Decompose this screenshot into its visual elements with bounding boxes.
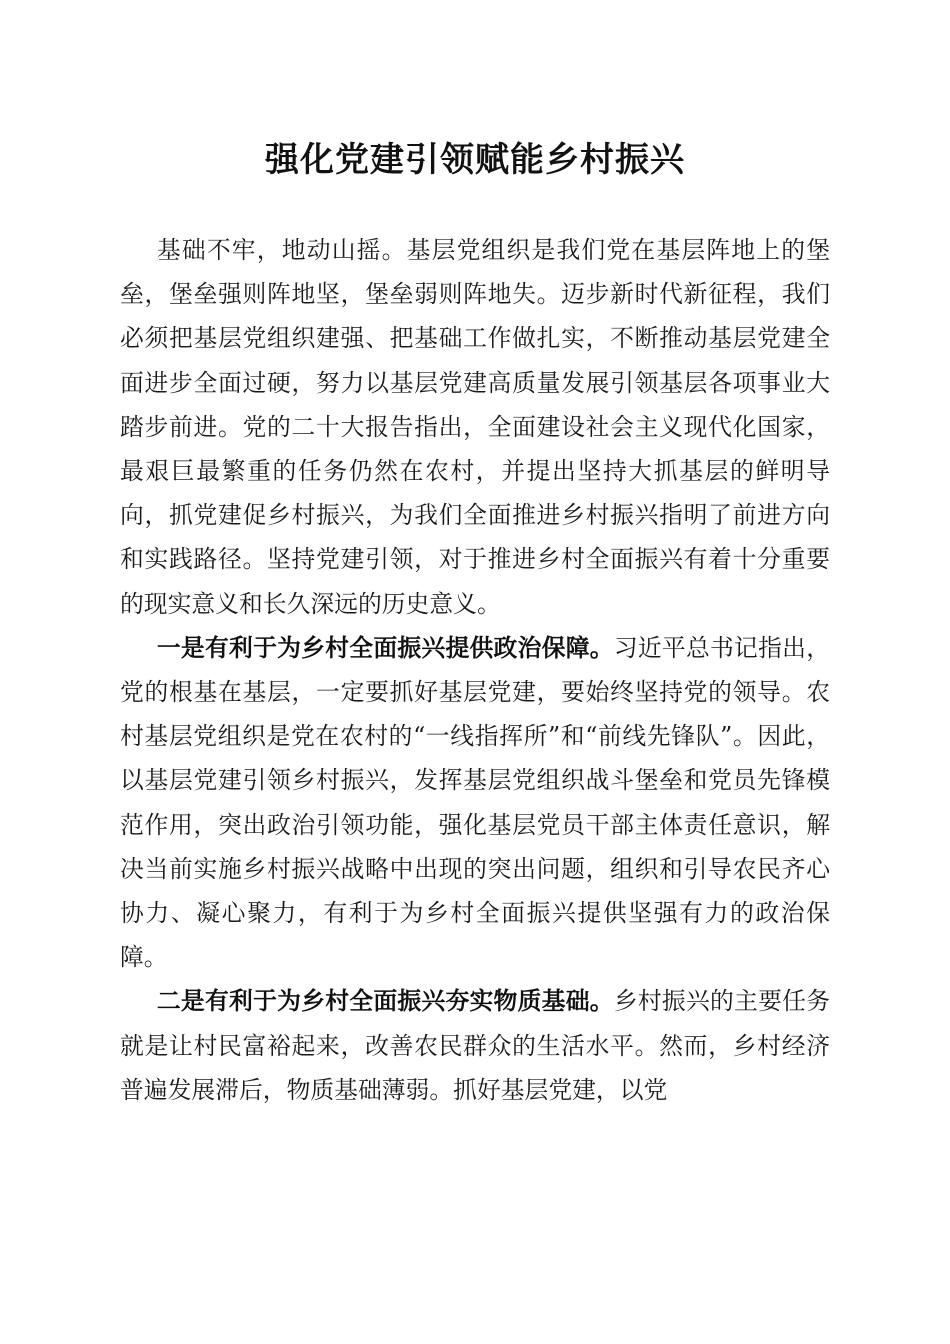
document-body (120, 228, 830, 1112)
paragraph-lead: 一是有利于为乡村全面振兴提供政治保障。 (156, 633, 614, 662)
paragraph-lead: 二是有利于为乡村全面振兴夯实物质基础。 (156, 987, 614, 1016)
paragraph-intro (120, 228, 830, 626)
document-title: 强化党建引领赋能乡村振兴 (265, 140, 685, 180)
paragraph-point-two (120, 979, 830, 1112)
paragraph-point-one (120, 626, 830, 980)
paragraph-text: 基础不牢，地动山摇。基层党组织是我们党在基层阵地上的堡垒，堡垒强则阵地坚，堡垒弱则阵地失。迈步新时代新征程，我们必须把基层党组织建强、把基础工作做扎实，不断推动基层党建全面进步全面过硬，努力以基层党建高质量发展引领基层各项事业大踏步前进。党的二十大报告指出，全面建设社会主义现代化国家，最艰巨最繁重的任务仍然在农村，并提出坚持大抓基层的鲜明导向，抓党建促乡村振兴，为我们全面推进乡村振兴指明了前进方向和实践路径。坚持党建引领，对于推进乡村全面振兴有着十分重要的现实意义和长久深远的历史意义。 (120, 236, 830, 618)
paragraph-text: 习近平总书记指出，党的根基在基层，一定要抓好基层党建，要始终坚持党的领导。农村基层党组织是党在农村的“一线指挥所”和“前线先锋队”。因此，以基层党建引领乡村振兴，发挥基层党组织战斗堡垒和党员先锋模范作用，突出政治引领功能，强化基层党员干部主体责任意识，解决当前实施乡村振兴战略中出现的突出问题，组织和引导农民齐心协力、凝心聚力，有利于为乡村全面振兴提供坚强有力的政治保障。 (120, 633, 831, 972)
paragraph-text: 乡村振兴的主要任务就是让村民富裕起来，改善农民群众的生活水平。然而，乡村经济普遍发展滞后，物质基础薄弱。抓好基层党建，以党 (120, 987, 831, 1104)
